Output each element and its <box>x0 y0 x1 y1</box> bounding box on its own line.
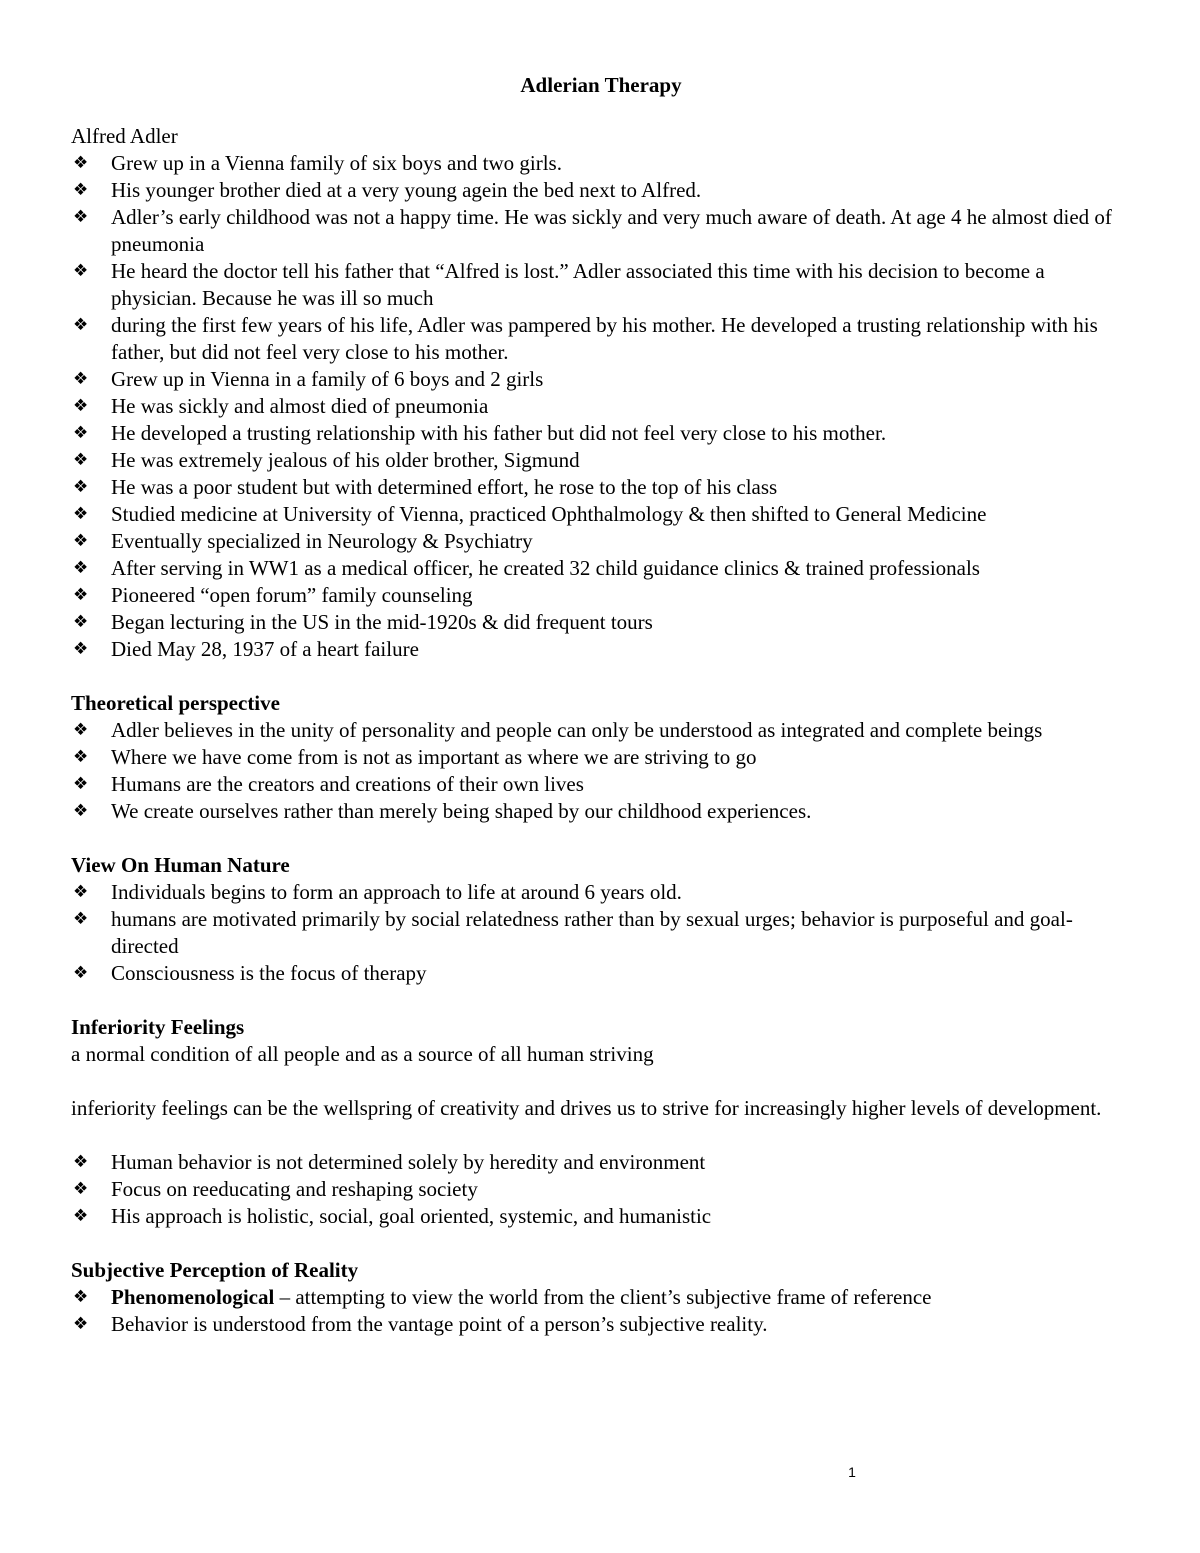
diamond-bullet-icon: ❖ <box>73 639 89 659</box>
list-item-text: Grew up in a Vienna family of six boys and two girls. <box>111 151 562 175</box>
intro-bullet-list <box>71 150 1131 663</box>
list-item-text: Began lecturing in the US in the mid-1920s & did frequent tours <box>111 610 653 634</box>
list-item <box>71 258 1131 312</box>
human-nature-heading: View On Human Nature <box>71 853 290 877</box>
list-item <box>71 312 1131 366</box>
diamond-bullet-icon: ❖ <box>73 612 89 632</box>
list-item-text: Individuals begins to form an approach to life at around 6 years old. <box>111 880 682 904</box>
list-item <box>71 528 1131 555</box>
document-body <box>71 72 1131 1338</box>
list-item-text: Human behavior is not determined solely by heredity and environment <box>111 1150 706 1174</box>
page-number: 1 <box>848 1464 856 1480</box>
list-item <box>71 1284 1131 1311</box>
phenomenological-term: Phenomenological <box>111 1285 275 1309</box>
subjective-perception-heading: Subjective Perception of Reality <box>71 1258 359 1282</box>
list-item-text: Pioneered “open forum” family counseling <box>111 583 473 607</box>
list-item-text: Consciousness is the focus of therapy <box>111 961 427 985</box>
diamond-bullet-icon: ❖ <box>73 207 89 227</box>
list-item <box>71 906 1131 960</box>
diamond-bullet-icon: ❖ <box>73 801 89 821</box>
list-item <box>71 879 1131 906</box>
diamond-bullet-icon: ❖ <box>73 450 89 470</box>
diamond-bullet-icon: ❖ <box>73 1314 89 1334</box>
list-item-text: Adler believes in the unity of personality and people can only be understood as integrated and complete beings <box>111 718 1043 742</box>
diamond-bullet-icon: ❖ <box>73 531 89 551</box>
diamond-bullet-icon: ❖ <box>73 1152 89 1172</box>
list-item-text: Adler’s early childhood was not a happy time. He was sickly and very much aware of death. At age 4 he almost died of pneumonia <box>111 205 1112 256</box>
paragraph-spacer <box>71 1068 1131 1095</box>
list-item <box>71 501 1131 528</box>
list-item-text: Where we have come from is not as important as where we are striving to go <box>111 745 757 769</box>
list-item <box>71 1311 1131 1338</box>
list-item-text: Died May 28, 1937 of a heart failure <box>111 637 419 661</box>
theoretical-perspective-heading: Theoretical perspective <box>71 691 280 715</box>
list-item <box>71 204 1131 258</box>
inferiority-bullet-list <box>71 1149 1131 1230</box>
list-item <box>71 366 1131 393</box>
diamond-bullet-icon: ❖ <box>73 1287 89 1307</box>
list-item-text: His approach is holistic, social, goal oriented, systemic, and humanistic <box>111 1204 712 1228</box>
list-item <box>71 960 1131 987</box>
list-item-text: – attempting to view the world from the client’s subjective frame of reference <box>274 1285 932 1309</box>
inferiority-paragraph-1: a normal condition of all people and as a source of all human striving <box>71 1042 654 1066</box>
diamond-bullet-icon: ❖ <box>73 909 89 929</box>
list-item-text: during the first few years of his life, Adler was pampered by his mother. He developed a trusting relationship with his father, but did not feel very close to his mother. <box>111 313 1098 364</box>
list-item <box>71 609 1131 636</box>
list-item <box>71 474 1131 501</box>
diamond-bullet-icon: ❖ <box>73 558 89 578</box>
list-item <box>71 177 1131 204</box>
paragraph-spacer <box>71 1122 1131 1149</box>
list-item <box>71 1176 1131 1203</box>
list-item-text: humans are motivated primarily by social relatedness rather than by sexual urges; behavior is purposeful and goal-directed <box>111 907 1073 958</box>
diamond-bullet-icon: ❖ <box>73 882 89 902</box>
diamond-bullet-icon: ❖ <box>73 504 89 524</box>
diamond-bullet-icon: ❖ <box>73 477 89 497</box>
list-item <box>71 717 1131 744</box>
diamond-bullet-icon: ❖ <box>73 396 89 416</box>
list-item-text: Grew up in Vienna in a family of 6 boys and 2 girls <box>111 367 544 391</box>
list-item-text: He heard the doctor tell his father that “Alfred is lost.” Adler associated this time with his decision to become a physician. Because he was ill so much <box>111 259 1045 310</box>
list-item <box>71 582 1131 609</box>
diamond-bullet-icon: ❖ <box>73 369 89 389</box>
document-title: Adlerian Therapy <box>520 73 682 97</box>
subjective-bullet-list <box>71 1284 1131 1338</box>
list-item-text: We create ourselves rather than merely being shaped by our childhood experiences. <box>111 799 812 823</box>
list-item-text: Eventually specialized in Neurology & Psychiatry <box>111 529 533 553</box>
list-item <box>71 393 1131 420</box>
section-spacer <box>71 1230 1131 1257</box>
list-item <box>71 1203 1131 1230</box>
list-item-text: After serving in WW1 as a medical officer, he created 32 child guidance clinics & trained professionals <box>111 556 980 580</box>
diamond-bullet-icon: ❖ <box>73 261 89 281</box>
list-item <box>71 771 1131 798</box>
list-item <box>71 555 1131 582</box>
diamond-bullet-icon: ❖ <box>73 585 89 605</box>
theoretical-bullet-list <box>71 717 1131 825</box>
diamond-bullet-icon: ❖ <box>73 315 89 335</box>
diamond-bullet-icon: ❖ <box>73 774 89 794</box>
diamond-bullet-icon: ❖ <box>73 1179 89 1199</box>
diamond-bullet-icon: ❖ <box>73 1206 89 1226</box>
list-item-text: He was a poor student but with determined effort, he rose to the top of his class <box>111 475 778 499</box>
human-nature-bullet-list <box>71 879 1131 987</box>
list-item-text: Behavior is understood from the vantage point of a person’s subjective reality. <box>111 1312 768 1336</box>
list-item <box>71 1149 1131 1176</box>
diamond-bullet-icon: ❖ <box>73 423 89 443</box>
list-item <box>71 150 1131 177</box>
section-spacer <box>71 987 1131 1014</box>
list-item-text: He developed a trusting relationship with his father but did not feel very close to his mother. <box>111 421 887 445</box>
list-item <box>71 420 1131 447</box>
list-item-text: Studied medicine at University of Vienna, practiced Ophthalmology & then shifted to General Medicine <box>111 502 987 526</box>
section-spacer <box>71 663 1131 690</box>
list-item-text: Focus on reeducating and reshaping society <box>111 1177 478 1201</box>
section-spacer <box>71 825 1131 852</box>
inferiority-paragraph-2: inferiority feelings can be the wellspring of creativity and drives us to strive for increasingly higher levels of development. <box>71 1096 1102 1120</box>
diamond-bullet-icon: ❖ <box>73 180 89 200</box>
inferiority-feelings-heading: Inferiority Feelings <box>71 1015 245 1039</box>
diamond-bullet-icon: ❖ <box>73 963 89 983</box>
diamond-bullet-icon: ❖ <box>73 153 89 173</box>
intro-name: Alfred Adler <box>71 124 178 148</box>
diamond-bullet-icon: ❖ <box>73 720 89 740</box>
list-item-text: He was extremely jealous of his older brother, Sigmund <box>111 448 580 472</box>
list-item-text: Humans are the creators and creations of their own lives <box>111 772 584 796</box>
list-item-text: His younger brother died at a very young agein the bed next to Alfred. <box>111 178 702 202</box>
list-item <box>71 744 1131 771</box>
diamond-bullet-icon: ❖ <box>73 747 89 767</box>
list-item-text: He was sickly and almost died of pneumonia <box>111 394 489 418</box>
list-item <box>71 798 1131 825</box>
list-item <box>71 636 1131 663</box>
list-item <box>71 447 1131 474</box>
